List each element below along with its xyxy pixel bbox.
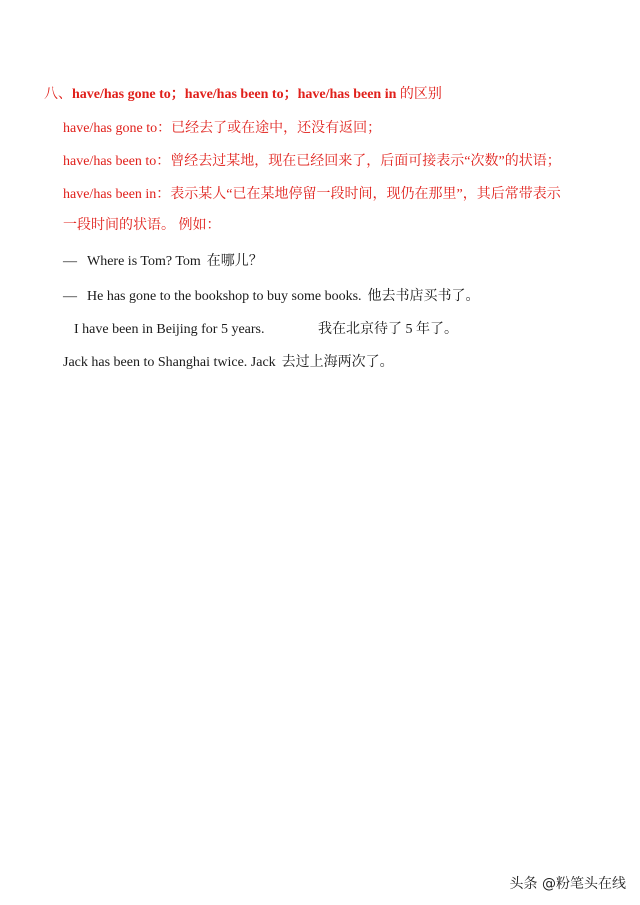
definition-been-to: [63, 152, 561, 172]
definition-gone-to: [63, 119, 381, 139]
example-chinese: 他去书店买书了。: [367, 289, 480, 304]
example-sentence-4: [63, 353, 394, 373]
definition-continuation: 一段时间的状语。 例如：: [63, 218, 221, 233]
heading-term-been-in: have/has been in: [297, 87, 397, 102]
example-english: He has gone to the bookshop to buy some books.: [87, 289, 362, 304]
heading-term-gone-to: have/has gone to: [72, 87, 171, 102]
example-english: Jack has been to Shanghai twice. Jack: [63, 355, 276, 370]
definition-term: have/has gone to：: [63, 121, 172, 136]
example-chinese: 在哪儿？: [206, 254, 263, 269]
definition-text: 已经去了或在途中，还没有返回；: [171, 121, 382, 136]
heading-separator: ；: [283, 87, 298, 102]
heading-prefix: 八、: [44, 87, 72, 102]
watermark-label: 头条 @粉笔头在线: [509, 876, 626, 892]
example-sentence-1: [63, 252, 263, 272]
example-english: Where is Tom? Tom: [87, 254, 201, 269]
example-sentence-3-chinese: 我在北京待了 5 年了。: [318, 322, 458, 337]
heading-separator: ；: [170, 87, 185, 102]
example-sentence-3-english: I have been in Beijing for 5 years.: [74, 322, 265, 337]
definition-been-in: [63, 185, 561, 205]
heading-term-been-to: have/has been to: [184, 87, 284, 102]
dialogue-dash: —: [63, 254, 77, 269]
heading-suffix: 的区别: [396, 87, 442, 102]
dialogue-dash: —: [63, 289, 77, 304]
definition-term: have/has been to：: [63, 154, 171, 169]
example-chinese: 去过上海两次了。: [281, 355, 394, 370]
definition-text: 曾经去过某地，现在已经回来了，后面可接表示“次数”的状语；: [170, 154, 561, 169]
definition-term: have/has been in：: [63, 187, 171, 202]
section-heading: [44, 85, 442, 105]
example-sentence-2: [63, 287, 480, 307]
definition-text: 表示某人“已在某地停留一段时间，现仍在那里”，其后常带表示: [170, 187, 561, 202]
